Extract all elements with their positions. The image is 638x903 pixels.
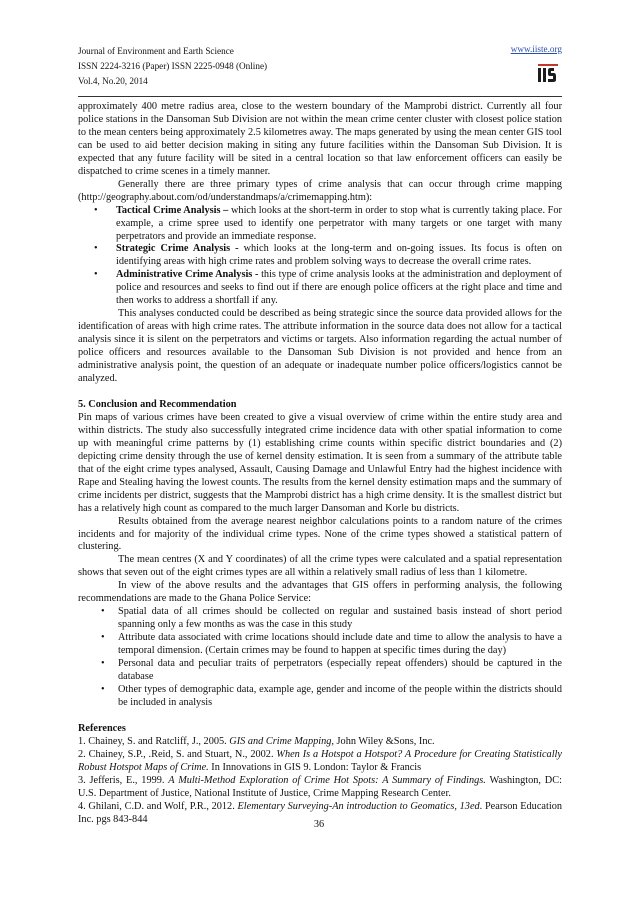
list-item	[78, 658, 562, 684]
conclusion-paragraph-3: The mean centres (X and Y coordinates) of all the crime types were calculated and a spatial representation shows that seven out of the eight crimes types are all within a relatively small radius of less than 1 kilometre.	[78, 554, 562, 579]
list-item-text: which looks at the long-term and on-going issues. Its focus is often on identifying areas with high crime rates and problem solving ways to decrease the overall crime rates.	[116, 243, 563, 268]
list-item-text: Other types of demographic data, example age, gender and income of the people within the districts should be included in analysis	[118, 683, 562, 708]
recommendations-list	[78, 606, 562, 710]
reference-item	[78, 749, 562, 775]
list-item-text: this type of crime analysis looks at the administration and deployment of police and resources and seeks to find out if there are enough police officers at the right place and time and then works to address a shortfall if any.	[116, 269, 562, 307]
bullet-icon: •	[94, 269, 98, 281]
list-item	[78, 606, 562, 632]
reference-item	[78, 736, 562, 749]
page-number: 36	[313, 819, 325, 830]
bullet-icon: •	[101, 683, 105, 695]
references-heading: References	[78, 722, 126, 734]
bullet-icon: •	[101, 606, 105, 618]
reference-title: GIS and Crime Mapping	[229, 735, 332, 747]
bullet-icon: •	[101, 632, 105, 644]
page-header	[78, 44, 562, 102]
page-body	[78, 101, 562, 826]
bullet-icon: •	[94, 243, 98, 255]
conclusion-paragraph-2: Results obtained from the average nearest neighbor calculations points to a random nature of the crimes incidents and for majority of the individual crime types. None of the crime types showed a statistical pattern of clustering.	[78, 515, 562, 553]
reference-authors: 4. Ghilani, C.D. and Wolf, P.R., 2012.	[78, 800, 238, 812]
header-divider	[78, 96, 562, 97]
bullet-icon: •	[94, 204, 98, 216]
list-item	[78, 205, 562, 244]
list-item	[78, 632, 562, 658]
reference-title: When Is a Hotspot a Hotspot? A Procedure for Creating Statistically Robust Hotspot Maps of Crime.	[78, 748, 562, 773]
list-item-text: Spatial data of all crimes should be collected on regular and sustained basis instead of short period spanning only a few months as was the case in this study	[118, 606, 562, 631]
reference-title: Elementary Surveying-An introduction to Geomatics, 13ed	[237, 800, 480, 812]
reference-publisher: . Pearson Education Inc. pgs 843-844	[78, 800, 562, 825]
list-item-text: Personal data and peculiar traits of perpetrators (especially repeat offenders) should be captured in the database	[118, 658, 562, 682]
analysis-paragraph: This analyses conducted could be described as being strategic since the source data provided allows for the identification of areas with high crime rates. The attribute information in the source data does not allow for a tactical analysis since it is silent on the perpetrators and victims or targets. Also information regarding the actual number of police officers and resources available to the Dansoman Sub Division is not provided and hence from an administrative analysis point, the question of an adequate or inadequate number police officers/logistics cannot be analyzed.	[78, 308, 562, 385]
issn-line: ISSN 2224-3216 (Paper) ISSN 2225-0948 (Online)	[78, 61, 268, 71]
reference-title: A Multi-Method Exploration of Crime Hot Spots: A Summary of Findings.	[168, 774, 486, 786]
reference-authors: 1. Chainey, S. and Ratcliff, J., 2005.	[78, 735, 230, 747]
list-item-title: Administrative Crime Analysis -	[116, 269, 259, 281]
intro-paragraph: approximately 400 metre radius area, close to the western boundary of the Mamprobi district. Currently all four police stations in the Dansoman Sub Division are not within the mean crime center cluster with closest police station to the mean centers being approximately 2.5 kilometres away. The maps generated by using the mean center GIS tool can be used to aid better decision making in siting any future facilities within the Dansoman Sub Division. It is expected that any future facility will be sited in a central location so that law enforcement officers can easily be dispatched to crime scenes in a timely manner.	[78, 101, 562, 177]
list-item	[78, 684, 562, 710]
list-item-text: Attribute data associated with crime locations should include date and time to allow the analysis to have a temporal dimension. (Certain crimes may be found to happen at specific times during the day)	[118, 632, 562, 657]
section-heading: 5. Conclusion and Recommendation	[78, 398, 237, 410]
conclusion-paragraph-1: Pin maps of various crimes have been created to give a visual overview of crime within the entire study area and within districts. The study also successfully integrated crime incidence data with other spatial information to come up with meaningful crime patterns by (1) establishing crime counts within specific district boundaries and (2) depicting crime density through the use of kernel density estimation. It is seen from a summary of the attribute table that of the eight crime types analysed, Assault, Causing Damage and Unlawful Entry had the highest incidence with Rape and Stealing having the lowest counts. The results from the kernel density estimation maps and the summary of crime incidents per district, suggests that the Mamprobi district has a high crime density. It is the smallest district but has a relatively high count as compared to the much larger Dansoman and Korle bu districts.	[78, 411, 562, 514]
reference-item	[78, 775, 562, 801]
volume-line: Vol.4, No.20, 2014	[78, 76, 148, 86]
list-item-title: Tactical Crime Analysis –	[116, 204, 229, 216]
crime-types-paragraph: Generally there are three primary types of crime analysis that can occur through crime mapping (http://geography.about.com/od/understandmaps/a/crimemapping.htm):	[78, 178, 562, 203]
list-item	[78, 269, 562, 308]
list-item-title: Strategic Crime Analysis -	[116, 243, 239, 255]
list-item-text: which looks at the short-term in order to stop what is currently taking place. For example, a crime spree used to identify one perpetrator with many targets or one target with many perpetrators and provide an immediate response.	[116, 204, 562, 242]
iiste-logo-icon	[536, 62, 560, 86]
journal-url-link[interactable]: www.iiste.org	[510, 44, 562, 54]
crime-types-list	[78, 205, 562, 309]
bullet-icon: •	[101, 658, 105, 670]
reference-publisher: Washington, DC: U.S. Department of Justice, National Institute of Justice, Crime Mapping Research Center.	[78, 774, 562, 799]
reference-authors: 2. Chainey, S.P., .Reid, S. and Stuart, N., 2002.	[78, 748, 277, 760]
reference-publisher: , John Wiley &Sons, Inc.	[331, 735, 435, 747]
journal-name: Journal of Environment and Earth Science	[78, 46, 234, 56]
conclusion-paragraph-4: In view of the above results and the advantages that GIS offers in performing analysis, the following recommendations are made to the Ghana Police Service:	[78, 580, 562, 605]
list-item	[78, 243, 562, 269]
reference-publisher: In Innovations in GIS 9. London: Taylor & Francis	[208, 761, 422, 773]
reference-authors: 3. Jefferis, E., 1999.	[78, 774, 169, 786]
